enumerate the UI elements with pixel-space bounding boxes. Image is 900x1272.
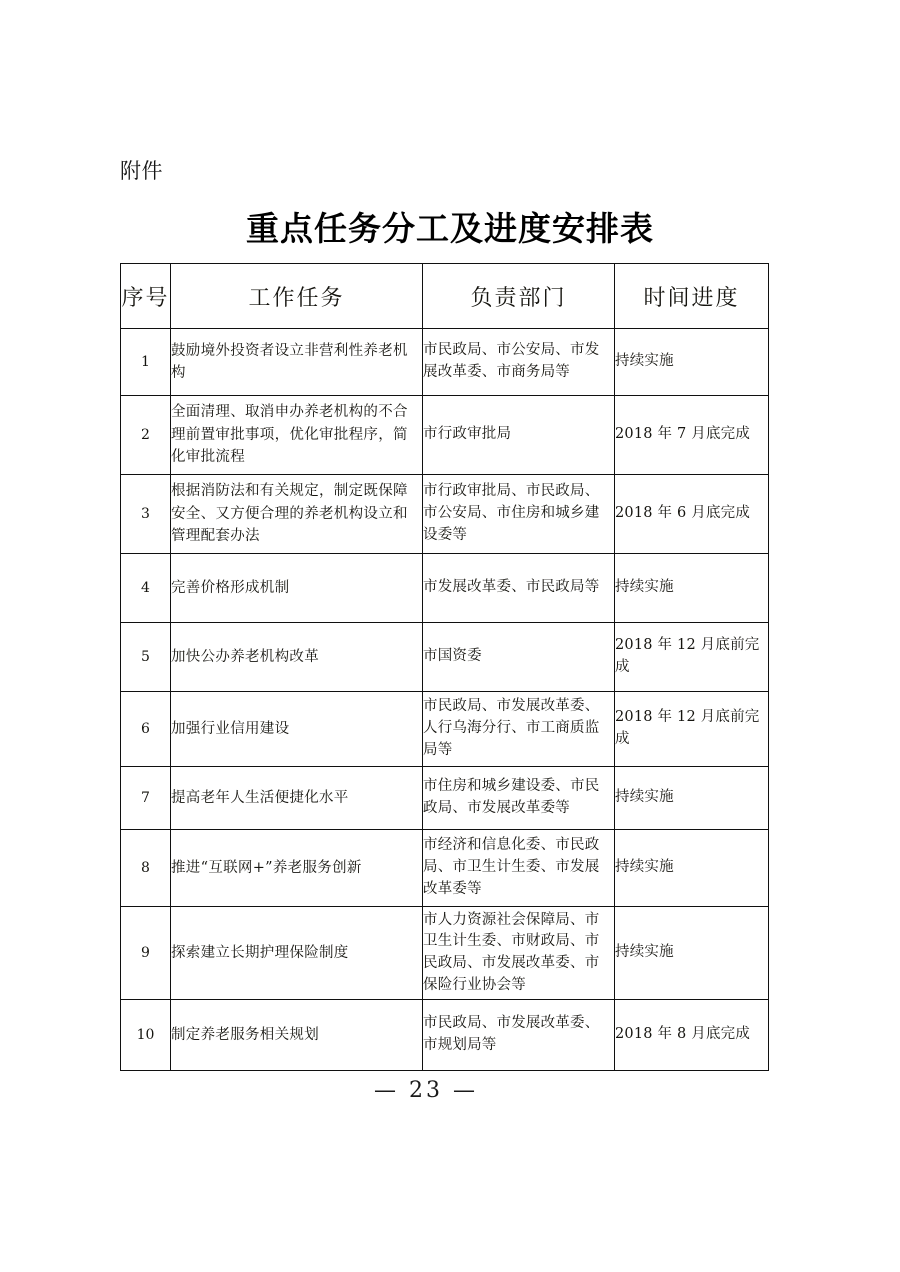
table-row bbox=[121, 623, 769, 692]
table-row bbox=[121, 475, 769, 554]
cell-department: 市行政审批局、市民政局、市公安局、市住房和城乡建设委等 bbox=[423, 475, 615, 554]
cell-no: 4 bbox=[121, 554, 171, 623]
cell-schedule: 持续实施 bbox=[615, 830, 769, 907]
column-header-no: 序号 bbox=[121, 264, 171, 329]
cell-department: 市发展改革委、市民政局等 bbox=[423, 554, 615, 623]
attachment-label: 附件 bbox=[120, 159, 163, 183]
page-title: 重点任务分工及进度安排表 bbox=[246, 209, 654, 248]
cell-department: 市住房和城乡建设委、市民政局、市发展改革委等 bbox=[423, 767, 615, 830]
table-header bbox=[121, 264, 769, 329]
cell-no: 1 bbox=[121, 329, 171, 396]
cell-no: 8 bbox=[121, 830, 171, 907]
table-row bbox=[121, 1000, 769, 1071]
cell-schedule: 2018 年 6 月底完成 bbox=[615, 475, 769, 554]
cell-schedule: 持续实施 bbox=[615, 767, 769, 830]
cell-no: 3 bbox=[121, 475, 171, 554]
page-footer bbox=[0, 1078, 900, 1103]
cell-no: 7 bbox=[121, 767, 171, 830]
cell-task: 推进“互联网+”养老服务创新 bbox=[171, 830, 423, 907]
cell-schedule: 持续实施 bbox=[615, 329, 769, 396]
cell-department: 市民政局、市公安局、市发展改革委、市商务局等 bbox=[423, 329, 615, 396]
cell-department: 市行政审批局 bbox=[423, 396, 615, 475]
cell-task: 根据消防法和有关规定，制定既保障安全、又方便合理的养老机构设立和管理配套办法 bbox=[171, 475, 423, 554]
table-row bbox=[121, 329, 769, 396]
table-header-row bbox=[121, 264, 769, 329]
footer-dash-left: — bbox=[374, 1078, 399, 1103]
cell-department: 市经济和信息化委、市民政局、市卫生计生委、市发展改革委等 bbox=[423, 830, 615, 907]
table-row bbox=[121, 830, 769, 907]
cell-no: 2 bbox=[121, 396, 171, 475]
cell-schedule: 持续实施 bbox=[615, 554, 769, 623]
column-header-schedule: 时间进度 bbox=[615, 264, 769, 329]
cell-task: 探索建立长期护理保险制度 bbox=[171, 907, 423, 1000]
cell-no: 5 bbox=[121, 623, 171, 692]
table-row bbox=[121, 396, 769, 475]
table-row bbox=[121, 907, 769, 1000]
table-row bbox=[121, 554, 769, 623]
cell-schedule: 2018 年 8 月底完成 bbox=[615, 1000, 769, 1071]
table-row bbox=[121, 692, 769, 767]
cell-task: 鼓励境外投资者设立非营利性养老机构 bbox=[171, 329, 423, 396]
cell-department: 市国资委 bbox=[423, 623, 615, 692]
cell-task: 制定养老服务相关规划 bbox=[171, 1000, 423, 1071]
page-number: 23 bbox=[409, 1078, 443, 1103]
column-header-department: 负责部门 bbox=[423, 264, 615, 329]
cell-schedule: 2018 年 12 月底前完成 bbox=[615, 623, 769, 692]
cell-no: 6 bbox=[121, 692, 171, 767]
cell-schedule: 2018 年 12 月底前完成 bbox=[615, 692, 769, 767]
table-row bbox=[121, 767, 769, 830]
cell-department: 市民政局、市发展改革委、人行乌海分行、市工商质监局等 bbox=[423, 692, 615, 767]
cell-no: 9 bbox=[121, 907, 171, 1000]
cell-department: 市人力资源社会保障局、市卫生计生委、市财政局、市民政局、市发展改革委、市保险行业协会等 bbox=[423, 907, 615, 1000]
task-schedule-table bbox=[120, 263, 769, 1071]
cell-task: 加快公办养老机构改革 bbox=[171, 623, 423, 692]
footer-dash-right: — bbox=[453, 1078, 478, 1103]
cell-task: 提高老年人生活便捷化水平 bbox=[171, 767, 423, 830]
cell-task: 全面清理、取消申办养老机构的不合理前置审批事项，优化审批程序，简化审批流程 bbox=[171, 396, 423, 475]
cell-no: 10 bbox=[121, 1000, 171, 1071]
cell-department: 市民政局、市发展改革委、市规划局等 bbox=[423, 1000, 615, 1071]
column-header-task: 工作任务 bbox=[171, 264, 423, 329]
table-body bbox=[121, 329, 769, 1071]
cell-task: 完善价格形成机制 bbox=[171, 554, 423, 623]
task-table-container bbox=[120, 263, 768, 1071]
cell-task: 加强行业信用建设 bbox=[171, 692, 423, 767]
cell-schedule: 持续实施 bbox=[615, 907, 769, 1000]
cell-schedule: 2018 年 7 月底完成 bbox=[615, 396, 769, 475]
